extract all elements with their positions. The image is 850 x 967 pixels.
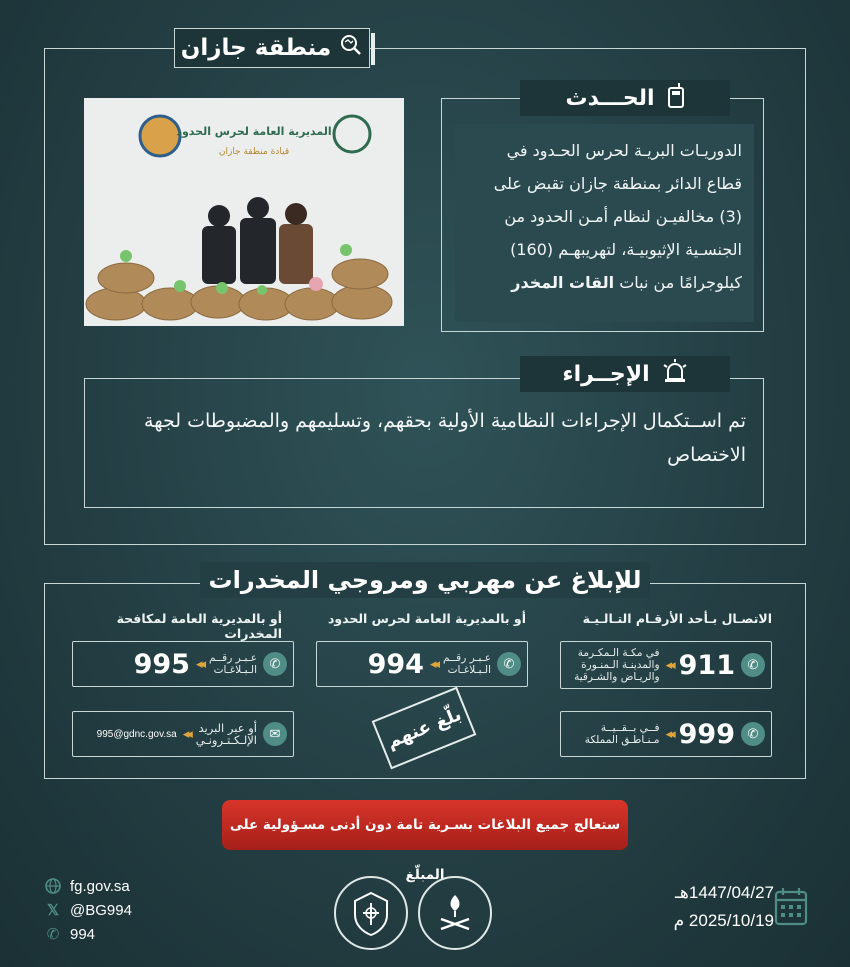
hotline-994[interactable] — [316, 641, 528, 687]
action-description: تم اســتكمال الإجراءات النظامية الأولية بحقهم، وتسليمهم والمضبوطات لجهة الاختصاص — [144, 410, 746, 466]
date-block — [640, 883, 774, 931]
hotline-label — [443, 652, 491, 676]
radio-icon — [667, 82, 685, 114]
label-line: الإلـكـتـرونـي — [195, 733, 257, 747]
event-line: الدوريـات البريـة لحرس الحـدود في — [506, 141, 742, 160]
handle-text: @BG994 — [70, 901, 132, 919]
website-text: fg.gov.sa — [70, 877, 130, 895]
hotline-number: 994 — [367, 648, 424, 680]
label-line: عـبـر رقــم — [443, 652, 491, 664]
photo-banner-line1: المديرية العامة لحرس الحدود — [176, 125, 332, 138]
label-line: مـنـاطـق المملكة — [584, 734, 660, 746]
email-address[interactable]: 995@gdnc.gov.sa — [96, 728, 177, 740]
report-them-stamp: بلّغ عنهم — [372, 687, 477, 770]
col-heading-border-guard: أو بالمديرية العامة لحرس الحدود — [327, 611, 526, 626]
hotline-995[interactable] — [72, 641, 294, 687]
hotline-number: 999 — [678, 718, 735, 750]
event-line: قطاع الدائر بمنطقة جازان تقبض على — [493, 174, 742, 193]
label-line: في مكـة الـمكـرمة — [577, 647, 660, 659]
action-title-text: الإجــراء — [562, 361, 650, 387]
calendar-icon — [774, 886, 808, 930]
label-line: الـبـلاغـات — [447, 664, 491, 676]
contact-list — [44, 877, 132, 943]
phone-text: 994 — [70, 925, 96, 943]
event-line: الجنسـية الإثيوبيـة، لتهريبهـم (160) — [510, 240, 742, 259]
hotline-999[interactable] — [560, 711, 772, 757]
hijri-date: 1447/04/27هـ — [674, 883, 774, 902]
arrow-icon: ◂◂ — [665, 726, 673, 742]
siren-icon — [662, 359, 688, 389]
saudi-emblem — [418, 876, 492, 950]
gregorian-date: 2025/10/19 م — [673, 911, 774, 930]
event-line — [467, 266, 742, 299]
hotline-911[interactable] — [560, 641, 772, 689]
action-heading — [520, 356, 730, 392]
label-line: عـبـر رقــم — [209, 652, 257, 664]
arrow-icon: ◂◂ — [665, 657, 673, 673]
hotline-label — [209, 652, 257, 676]
phone-icon: ✆ — [46, 926, 60, 943]
x-logo-icon: 𝕏 — [46, 902, 60, 919]
label-line: والمدينـة الـمنـورة — [581, 659, 660, 671]
arrow-icon: ◂◂ — [182, 726, 190, 742]
divider — [371, 33, 375, 65]
confidentiality-banner: ستعالج جميع البلاغات بسـرية تامة دون أدنى مسـؤولية على المبلّغ — [222, 800, 628, 850]
photo-banner-line2: قيادة منطقة جازان — [218, 147, 290, 157]
arrow-icon: ◂◂ — [195, 656, 204, 672]
arrow-icon: ◂◂ — [429, 656, 438, 672]
hotline-number: 995 — [133, 648, 190, 680]
phone-icon: ✆ — [497, 652, 521, 676]
mail-icon: ✉ — [263, 722, 287, 746]
phone-link[interactable] — [44, 925, 132, 943]
hotline-label — [574, 647, 659, 683]
map-search-icon — [339, 33, 363, 63]
globe-icon — [44, 877, 62, 895]
label-line: والريـاض والشـرقية — [574, 671, 660, 683]
hotline-number: 911 — [678, 649, 735, 681]
col-heading-call: الاتصـال بـأحد الأرقـام التـالـيـة — [582, 611, 772, 626]
report-email[interactable] — [72, 711, 294, 757]
event-highlight: القات المخدر — [511, 273, 615, 292]
x-handle-link[interactable] — [44, 901, 132, 919]
website-link[interactable] — [44, 877, 132, 895]
seizure-photo — [84, 98, 404, 326]
event-line-text: كيلوجرامًا من نبات — [614, 273, 742, 292]
phone-icon: ✆ — [263, 652, 287, 676]
label-line: فــي بــقــيــة — [600, 722, 660, 734]
label-line: أو عبر البريد — [198, 721, 257, 735]
phone-icon: ✆ — [741, 722, 765, 746]
region-title — [174, 28, 370, 68]
event-heading — [520, 80, 730, 116]
event-line: (3) مخالفيـن لنظام أمـن الحدود من — [504, 207, 742, 226]
label-line: الـبـلاغـات — [213, 664, 257, 676]
event-description — [455, 124, 754, 322]
email-label — [196, 722, 257, 746]
report-heading: للإبلاغ عن مهربي ومروجي المخدرات — [200, 562, 650, 598]
col-heading-narcotics: أو بالمديرية العامة لمكافحة المخدرات — [116, 611, 282, 641]
hotline-label — [585, 722, 660, 746]
border-guard-emblem — [334, 876, 408, 950]
region-title-text: منطقة جازان — [180, 35, 332, 61]
event-title-text: الحـــدث — [565, 85, 655, 111]
phone-icon: ✆ — [741, 653, 765, 677]
